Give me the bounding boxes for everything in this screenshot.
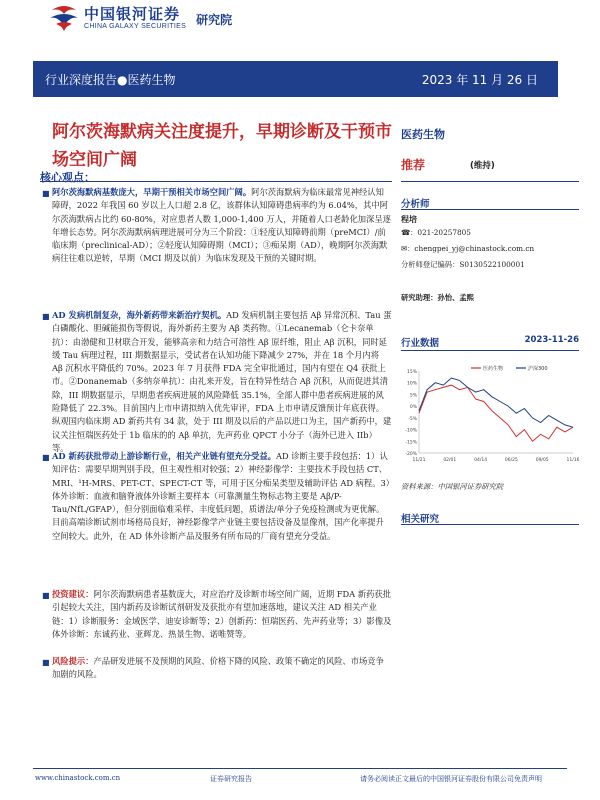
- performance-heading: 行业数据: [401, 338, 440, 349]
- divider: [401, 524, 579, 525]
- company-logo: [48, 4, 232, 32]
- research-assistants: 研究助理：孙怡、孟熙: [401, 293, 474, 302]
- bullet-diagnosis: [42, 450, 392, 543]
- y-tick-label: 15%: [406, 370, 417, 375]
- y-tick-label: 5%: [409, 393, 417, 399]
- related-research-heading: 相关研究: [401, 514, 440, 525]
- y-tick-label: 0%: [409, 405, 417, 411]
- x-tick-label: 11/21: [412, 458, 426, 463]
- bullet-lead: AD 新药获批带动上游诊断行业，相关产业链有望充分受益。: [52, 451, 276, 461]
- divider: [401, 350, 579, 351]
- department-label: 研究院: [196, 12, 233, 27]
- x-tick-label: 11/16: [566, 458, 579, 463]
- analyst-registration: 分析师登记编码：S0130522100001: [401, 260, 525, 269]
- logo-english-name: CHINA GALAXY SECURITIES: [84, 22, 187, 30]
- bullet-mechanism: [42, 309, 392, 455]
- y-tick-label: -5%: [408, 416, 417, 422]
- report-category: 行业深度报告●医药生物: [45, 73, 176, 87]
- divider: [40, 181, 392, 182]
- bullet-icon: ■: [42, 453, 50, 462]
- report-title: 阿尔茨海默病关注度提升，早期诊断及干预市场空间广阔: [52, 122, 392, 170]
- bullet-body: 阿尔茨海默病患者基数庞大，对应治疗及诊断市场空间广阔，近期 FDA 新药获批引起较大关注，国内新药及诊断试剂研发及获批亦有望加速落地，建议关注 AD 相关产业链：1）诊断服务：金域医学、迪安诊断等；2）创新药：恒瑞医药、先声药业等；3）影像及体外诊断：东诚药业、亚辉龙、热景生物、诺唯赞等。: [52, 589, 392, 639]
- divider: [401, 181, 579, 182]
- bullet-market-size: [42, 186, 392, 266]
- rating-label: 推荐: [401, 158, 426, 172]
- bullet-body: 产品研发进展不及预期的风险、价格下降的风险、政策不确定的风险、市场竞争加剧的风险。: [52, 656, 384, 680]
- bullet-lead: 阿尔茨海默病基数庞大，早期干预相关市场空间广阔。: [52, 187, 252, 197]
- rating-note: (维持): [470, 161, 495, 171]
- x-tick-label: 06/25: [504, 458, 518, 463]
- bullet-icon: ■: [42, 312, 50, 321]
- bullet-icon: ■: [42, 591, 50, 600]
- y-tick-label: 10%: [406, 381, 417, 387]
- series-line-0: [419, 385, 573, 441]
- galaxy-logo-icon: [48, 4, 80, 32]
- y-tick-label: -10%: [405, 428, 417, 434]
- series-line-1: [419, 378, 573, 427]
- performance-date: 2023-11-26: [524, 335, 579, 345]
- bullet-lead: AD 发病机制复杂，海外新药带来新治疗契机。: [52, 310, 227, 320]
- x-tick-label: 02/01: [443, 458, 457, 463]
- performance-chart: [401, 363, 579, 473]
- bullet-risk: [42, 655, 392, 682]
- footer-disclaimer: 请务必阅读正文最后的中国银河证券股份有限公司免责声明: [360, 775, 542, 783]
- report-banner: [33, 61, 558, 97]
- bullet-icon: ■: [42, 189, 50, 198]
- analyst-email: ✉：chengpei_yj@chinastock.com.cn: [401, 244, 535, 253]
- footer-report-type: 证券研究报告: [210, 775, 252, 783]
- report-date: 2023 年 11 月 26 日: [421, 73, 538, 87]
- bullet-investment: [42, 588, 392, 641]
- bullet-icon: ■: [42, 658, 50, 667]
- core-views-heading: 核心观点：: [40, 171, 95, 184]
- x-tick-label: 04/14: [474, 458, 488, 463]
- y-tick-label: -20%: [405, 452, 417, 457]
- y-tick-label: -15%: [405, 440, 417, 446]
- analyst-name: 程培: [401, 215, 417, 224]
- bullet-lead: 风险提示：: [52, 656, 94, 666]
- footer-divider: [33, 768, 567, 769]
- bullet-body: AD 诊断主要手段包括：1）认知评估：需要早期判别手段，但主观性相对较强；2）神经影像学：主要技术手段包括 CT、MRI、¹H-MRS、PET-CT、SPECT-CT 等，可用于区分痴呆类型及辅助评估 AD 病程。3）体外诊断：血液和脑脊液体外诊断主要样本（可靠测量生物标志物主要是 Aβ/P-Tau/NfL/GFAP），但分别面临难采样、丰度低问题，质谱法/单分子免疫检测或为更优解。目前高端诊断试剂市场格局良好，神经影像学产业链主要包括设备及显像剂，国产化率提升空间较大。此外，在 AD 体外诊断产品及服务有所布局的厂商有望充分受益。: [52, 451, 390, 541]
- legend-label: 沪深300: [528, 366, 548, 372]
- chart-source: 资料来源：中国银河证券研究院: [401, 482, 504, 491]
- x-tick-label: 09/05: [535, 458, 549, 463]
- footer-website[interactable]: www.chinastock.com.cn: [35, 774, 121, 782]
- bullet-body: 阿尔茨海默病为临床最常见神经认知障碍，2022 年我国 60 岁以上人口超 2.8 亿，该群体认知障碍患病率约为 6.04%，其中阿尔茨海默病占比约 60-80%，对应患者人数 1,000-1,400 万人，并随着人口老龄化加深呈逐年增长态势。阿尔茨海默病病理进展可分为三个阶段：①轻度认知障碍前期（preMCI）/前临床期（preclinical-AD）；②轻度认知障碍期（MCI）；③痴呆期（AD），晚期阿尔茨海默病往往难以逆转，早期（MCI 期及以前）为临床发现及干预的关键时期。: [52, 187, 391, 264]
- logo-chinese-name: 中国银河证券: [84, 4, 181, 23]
- analyst-phone: ☎：021-20257805: [401, 228, 471, 237]
- legend-label: 医药生物: [483, 366, 504, 372]
- divider: [401, 209, 579, 210]
- bullet-lead: 投资建议：: [52, 589, 94, 599]
- analyst-heading: 分析师: [401, 199, 430, 210]
- sidebar-industry: 医药生物: [401, 128, 445, 141]
- bullet-body: AD 发病机制主要包括 Aβ 异常沉积、Tau 蛋白磷酸化、胆碱能损伤等假说，海外新药主要为 Aβ 类药物。①Lecanemab（仑卡奈单抗）：由渤健和卫材联合开发，能够高亲和力结合可溶性 Aβ 原纤维，阻止 Aβ 沉积，同时延缓 Tau 病理过程，III 期数据显示，受试者在认知功能下降减少 27%，并在 18 个月内将 Aβ 沉积水平降低约 70%。2023 年 7 月获得 FDA 完全审批通过，国内有望在 Q4 获批上市。②Donanemab（多纳奈单抗）：由礼来开发，旨在特异性结合 Aβ 沉积，从而促进其清除，III 期数据显示，早期患者疾病进展的风险降低 35.1%，全部人群中患者疾病进展的风险降低了 22.3%。目前国内上市申请拟纳入优先审评，FDA 上市申请反馈预计年底获得。纵观国内临床期 AD 新药共有 34 款，处于 III 期及以后的产品以进口为主，国产新药中，建议关注恒瑞医药处于 1b 临床的的 Aβ 单抗，先声药业 QPCT 小分子（海外已进入 IIb）等。: [52, 310, 392, 453]
